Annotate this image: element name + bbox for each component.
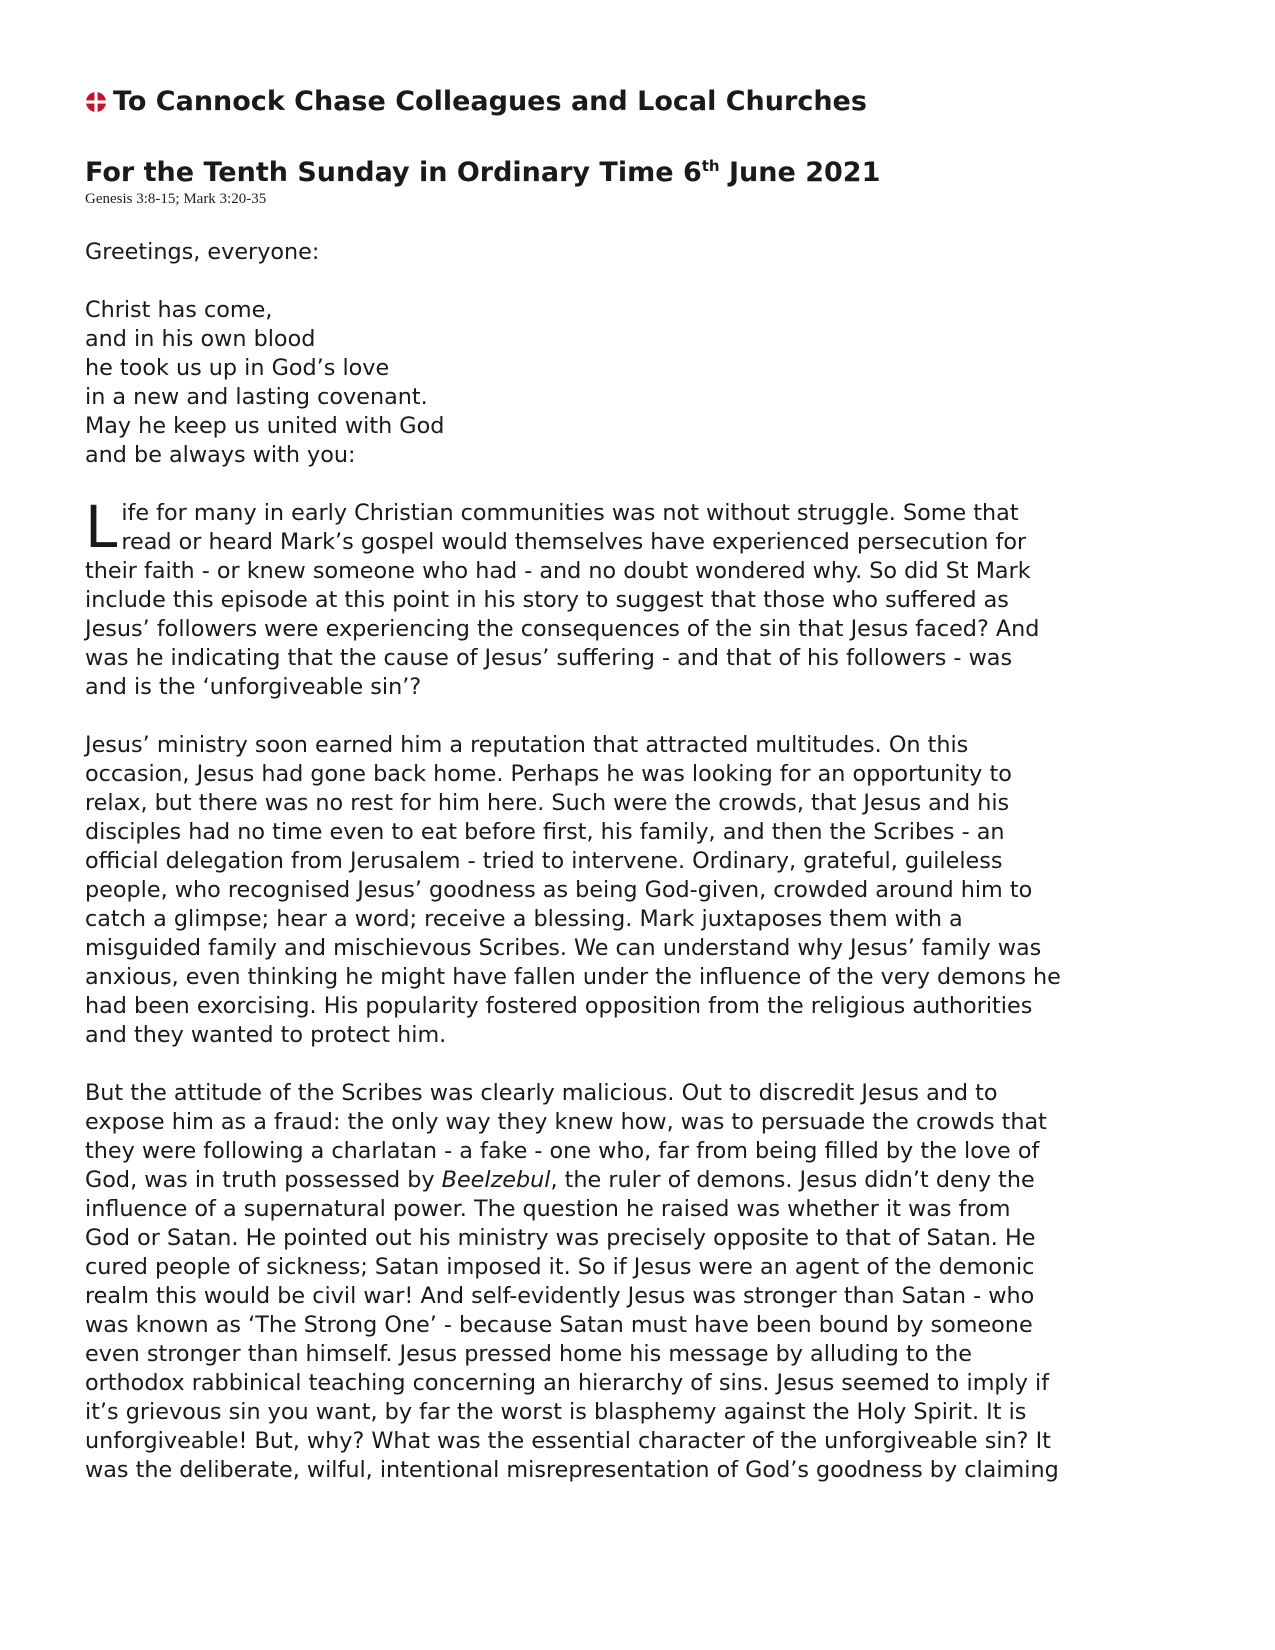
- paragraph-line: unforgiveable! But, why? What was the essential character of the unforgiveable sin? It: [85, 1428, 1051, 1454]
- paragraph-line: realm this would be civil war! And self-evidently Jesus was stronger than Satan - who: [85, 1283, 1035, 1309]
- paragraph-line: influence of a supernatural power. The question he raised was whether it was from: [85, 1196, 1011, 1222]
- paragraph-line: ife for many in early Christian communities was not without struggle. Some that: [121, 500, 1019, 526]
- paragraph-2: [85, 731, 1165, 1050]
- paragraph-line: and they wanted to protect him.: [85, 1022, 447, 1048]
- paragraph-line: they were following a charlatan - a fake - one who, far from being filled by the love of: [85, 1138, 1040, 1164]
- document-page: [85, 82, 1165, 1485]
- blessing-line: he took us up in God’s love: [85, 355, 390, 381]
- blessing-line: and in his own blood: [85, 326, 316, 352]
- paragraph-line: read or heard Mark’s gospel would themselves have experienced persecution for: [121, 529, 1027, 555]
- paragraph-line: [85, 1166, 1165, 1195]
- red-cross-circle-icon: [85, 91, 107, 113]
- scripture-readings: Genesis 3:8-15; Mark 3:20-35: [85, 191, 267, 207]
- subtitle-ordinal: th: [701, 157, 720, 175]
- page-title: [85, 82, 1165, 122]
- blessing-line: in a new and lasting covenant.: [85, 384, 428, 410]
- paragraph-line: But the attitude of the Scribes was clearly malicious. Out to discredit Jesus and to: [85, 1080, 998, 1106]
- greeting: Greetings, everyone:: [85, 239, 320, 265]
- paragraph-line: was he indicating that the cause of Jesus’ suffering - and that of his followers - was: [85, 645, 1013, 671]
- paragraph-line: was known as ‘The Strong One’ - because Satan must have been bound by someone: [85, 1312, 1033, 1338]
- paragraph-line: occasion, Jesus had gone back home. Perhaps he was looking for an opportunity to: [85, 761, 1012, 787]
- paragraph-3: [85, 1079, 1165, 1485]
- line-text: , the ruler of demons. Jesus didn’t deny the: [550, 1167, 1035, 1193]
- line-text: God, was in truth possessed by: [85, 1167, 442, 1193]
- paragraph-line: official delegation from Jerusalem - tried to intervene. Ordinary, grateful, guileless: [85, 848, 1003, 874]
- paragraph-line: misguided family and mischievous Scribes. We can understand why Jesus’ family was: [85, 935, 1042, 961]
- paragraph-line: was the deliberate, wilful, intentional misrepresentation of God’s goodness by claiming: [85, 1457, 1059, 1483]
- blessing-line: Christ has come,: [85, 297, 273, 323]
- paragraph-line: disciples had no time even to eat before first, his family, and then the Scribes - an: [85, 819, 1005, 845]
- paragraph-line: had been exorcising. His popularity fostered opposition from the religious authorities: [85, 993, 1033, 1019]
- paragraph-1: [85, 493, 1165, 702]
- drop-cap: L: [85, 493, 118, 561]
- beelzebul-italic: Beelzebul: [441, 1167, 551, 1193]
- paragraph-line: catch a glimpse; hear a word; receive a blessing. Mark juxtaposes them with a: [85, 906, 963, 932]
- blessing: [85, 296, 1165, 470]
- subtitle-after: June 2021: [719, 157, 881, 188]
- paragraph-line: anxious, even thinking he might have fallen under the influence of the very demons he: [85, 964, 1061, 990]
- sunday-heading: [85, 156, 1165, 190]
- paragraph-line: expose him as a fraud: the only way they knew how, was to persuade the crowds that: [85, 1109, 1047, 1135]
- subtitle-before: For the Tenth Sunday in Ordinary Time 6: [85, 157, 702, 188]
- paragraph-line: people, who recognised Jesus’ goodness as being God-given, crowded around him to: [85, 877, 1033, 903]
- paragraph-line: it’s grievous sin you want, by far the worst is blasphemy against the Holy Spirit. It is: [85, 1399, 1027, 1425]
- blessing-line: May he keep us united with God: [85, 413, 445, 439]
- title-text: To Cannock Chase Colleagues and Local Churches: [113, 86, 867, 117]
- paragraph-line: include this episode at this point in his story to suggest that those who suffered as: [85, 587, 1009, 613]
- paragraph-line: orthodox rabbinical teaching concerning an hierarchy of sins. Jesus seemed to imply if: [85, 1370, 1050, 1396]
- paragraph-line: even stronger than himself. Jesus pressed home his message by alluding to the: [85, 1341, 973, 1367]
- blessing-line: and be always with you:: [85, 442, 356, 468]
- paragraph-line: and is the ‘unforgiveable sin’?: [85, 674, 422, 700]
- paragraph-line: Jesus’ followers were experiencing the consequences of the sin that Jesus faced? And: [85, 616, 1040, 642]
- paragraph-line: cured people of sickness; Satan imposed it. So if Jesus were an agent of the demonic: [85, 1254, 1035, 1280]
- paragraph-line: God or Satan. He pointed out his ministry was precisely opposite to that of Satan. He: [85, 1225, 1036, 1251]
- paragraph-line: Jesus’ ministry soon earned him a reputation that attracted multitudes. On this: [85, 732, 969, 758]
- paragraph-line: relax, but there was no rest for him here. Such were the crowds, that Jesus and his: [85, 790, 1010, 816]
- paragraph-line: their faith - or knew someone who had - and no doubt wondered why. So did St Mark: [85, 558, 1031, 584]
